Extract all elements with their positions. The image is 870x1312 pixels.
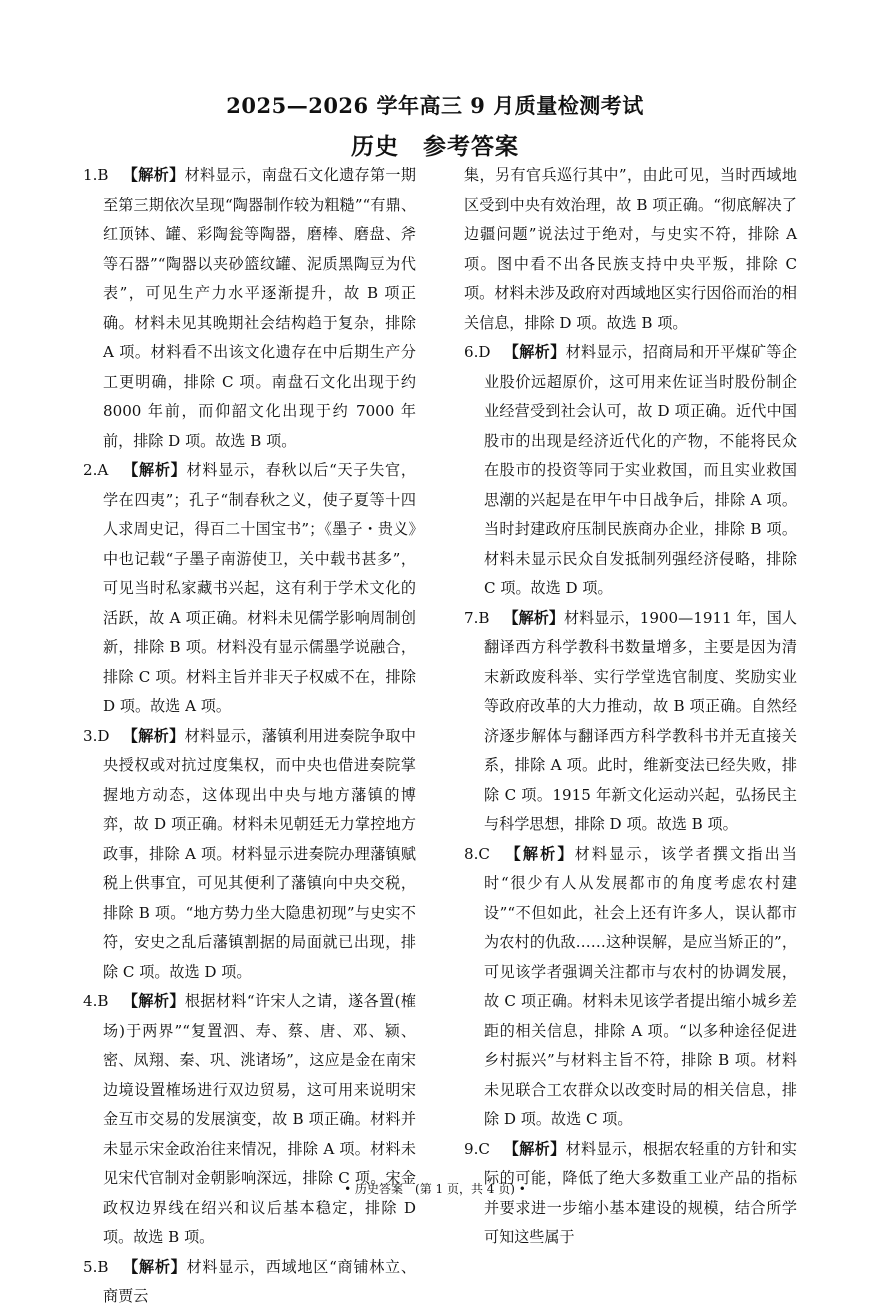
analysis-text: 材料显示，招商局和开平煤矿等企业股价远超原价，这可用来佐证当时股份制企业经营受到社会认可，故 D 项正确。近代中国股市的出现是经济近代化的产物，不能将民众在股市的投资等同于实业救国，而且实业救国思潮的兴起是在甲午中日战争后，排除 A 项。当时封建政府压制民族商办企业，排除 B 项。材料未显示民众自发抵制列强经济侵略，排除 C 项。故选 D 项。 <box>484 343 797 597</box>
analysis-label: 【解析】 <box>122 461 187 479</box>
analysis-label: 【解析】 <box>122 726 185 745</box>
page-footer: • 历史答案 (第 1 页，共 4 页) • <box>344 1182 526 1196</box>
analysis-text: 材料显示，春秋以后“天子失官，学在四夷”；孔子“制春秋之义，使子夏等十四人求周史记，得百二十国宝书”；《墨子・贵义》中也记载“子墨子南游使卫，关中载书甚多”，可见当时私家藏书兴起，这有利于学术文化的活跃，故 A 项正确。材料未见儒学影响周制创新，排除 B 项。材料没有显示儒墨学说融合，排除 C 项。材料主旨并非天子权威不在，排除 D 项。故选 A 项。 <box>103 461 416 715</box>
page-subtitle: 历史 参考答案 <box>351 133 519 160</box>
analysis-text: 材料显示，西域地区“商铺林立、商贾云 <box>103 1257 416 1305</box>
analysis-text: 材料显示，该学者撰文指出当时“很少有人从发展都市的角度考虑农村建设”“不但如此，社会上还有许多人，误认都市为农村的仇敌……这种误解，是应当矫正的”，可见该学者强调关注都市与农村的协调发展，故 C 项正确。材料未见该学者提出缩小城乡差距的相关信息，排除 A 项。“以多种途径促进乡村振兴”与材料主旨不符，排除 B 项。材料未见联合工农群众以改变时局的相关信息，排除 D 项。故选 C 项。 <box>484 844 797 1128</box>
analysis-label: 【解析】 <box>503 608 565 627</box>
answer-letter: B <box>97 992 109 1010</box>
answer-item <box>464 604 797 840</box>
answer-letter: B <box>478 608 490 627</box>
answer-item <box>464 338 797 604</box>
answer-item <box>83 987 416 1253</box>
answer-letter: D <box>478 343 491 361</box>
answer-item <box>83 456 416 722</box>
answer-letter: A <box>97 461 109 479</box>
question-number: 6. <box>464 343 479 361</box>
page-title: 2025—2026 学年高三 9 月质量检测考试 <box>226 93 644 118</box>
question-number: 8. <box>464 844 479 863</box>
analysis-label: 【解析】 <box>503 1139 566 1158</box>
answer-item <box>83 722 416 988</box>
analysis-text: 材料显示，南盘石文化遗存第一期至第三期依次呈现“陶器制作较为粗糙”“有鼎、红顶钵、罐、彩陶瓮等陶器，磨棒、磨盘、斧等石器”“陶器以夹砂篮纹罐、泥质黑陶豆为代表”，可见生产力水平逐渐提升，故 B 项正确。材料未见其晚期社会结构趋于复杂，排除 A 项。材料看不出该文化遗存在中后期生产分工更明确，排除 C 项。南盘石文化出现于约 8000 年前，而仰韶文化出现于约 7000 年前，排除 D 项。故选 B 项。 <box>103 166 416 450</box>
question-number: 1. <box>83 166 98 184</box>
answer-letter: C <box>478 844 490 863</box>
analysis-text: 材料显示，1900—1911 年，国人翻译西方科学教科书数量增多，主要是因为清末新政废科举、实行学堂选官制度、奖励实业等政府改革的大力推动，故 B 项正确。自然经济逐步解体与翻译西方科学教科书并无直接关系，排除 A 项。此时，维新变法已经失败，排除 C 项。1915 年新文化运动兴起，弘扬民主与科学思想，排除 D 项。故选 B 项。 <box>484 608 797 833</box>
analysis-label: 【解析】 <box>503 844 575 863</box>
question-number: 7. <box>464 608 479 627</box>
left-column <box>83 161 416 1312</box>
analysis-label: 【解析】 <box>122 1257 187 1276</box>
analysis-label: 【解析】 <box>503 343 566 361</box>
question-number: 2. <box>83 461 98 479</box>
analysis-text: 材料显示，藩镇利用进奏院争取中央授权或对抗过度集权，而中央也借进奏院掌握地方动态，这体现出中央与地方藩镇的博弈，故 D 项正确。材料未见朝廷无力掌控地方政事，排除 A 项。材料显示进奏院办理藩镇赋税上供事宜，可见其便利了藩镇向中央交税，排除 B 项。“地方势力坐大隐患初现”与史实不符，安史之乱后藩镇割据的局面就已出现，排除 C 项。故选 D 项。 <box>103 726 416 981</box>
question-number: 3. <box>83 726 98 745</box>
answer-letter: B <box>97 166 109 184</box>
answer-item <box>83 161 416 456</box>
analysis-text: 根据材料“许宋人之请，遂各置(榷场)于两界”“复置泗、寿、蔡、唐、邓、颍、密、凤翔、秦、巩、洮诸场”，这应是金在南宋边境设置榷场进行双边贸易，这可用来说明宋金互市交易的发展演变，故 B 项正确。材料并未显示宋金政治往来情况，排除 A 项。材料未见宋代官制对金朝影响深远，排除 C 项。宋金政权边界线在绍兴和议后基本稳定，排除 D 项。故选 B 项。 <box>103 992 416 1246</box>
continued-text: 集，另有官兵巡行其中”，由此可见，当时西域地区受到中央有效治理，故 B 项正确。“彻底解决了边疆问题”说法过于绝对，与史实不符，排除 A 项。图中看不出各民族支持中央平叛，排除 C 项。材料未涉及政府对西域地区实行因俗而治的相关信息，排除 D 项。故选 B 项。 <box>464 166 797 332</box>
answer-item <box>83 1253 416 1312</box>
analysis-text: 材料显示，根据农轻重的方针和实际的可能，降低了绝大多数重工业产品的指标并要求进一步缩小基本建设的规模，结合所学可知这些属于 <box>484 1139 797 1246</box>
answer-letter: B <box>97 1257 109 1276</box>
question-number: 5. <box>83 1257 98 1276</box>
answer-letter: D <box>97 726 110 745</box>
analysis-label: 【解析】 <box>122 992 185 1010</box>
right-column <box>464 161 797 1253</box>
question-number: 9. <box>464 1139 479 1158</box>
answer-item <box>464 840 797 1135</box>
analysis-label: 【解析】 <box>122 166 185 184</box>
answer-letter: C <box>478 1139 490 1158</box>
question-number: 4. <box>83 992 98 1010</box>
